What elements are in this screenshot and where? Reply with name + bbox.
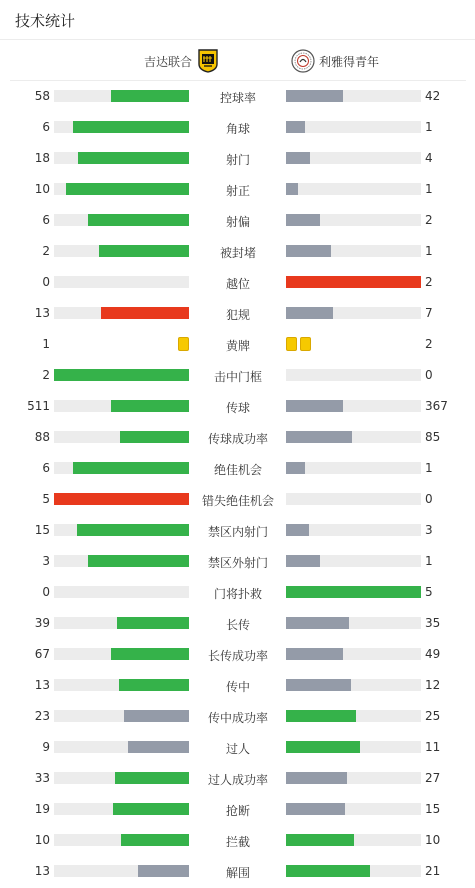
- away-bar-track: [286, 214, 421, 226]
- away-bar-track: [286, 865, 421, 877]
- away-bar: [286, 400, 343, 412]
- home-bar: [78, 152, 189, 164]
- stat-row: [0, 583, 475, 603]
- away-value: 1: [425, 244, 433, 258]
- yellow-card-icon: [178, 337, 189, 351]
- away-bar: [286, 679, 351, 691]
- home-bar: [121, 834, 189, 846]
- home-team[interactable]: [144, 49, 218, 73]
- away-bar-track: [286, 307, 421, 319]
- home-value: 10: [34, 182, 50, 196]
- home-bar-track: [54, 803, 189, 815]
- stat-label: 长传成功率: [207, 649, 268, 663]
- stat-label: 解围: [225, 866, 250, 880]
- stat-row: [0, 738, 475, 758]
- away-value: 367: [425, 399, 448, 413]
- home-bar: [77, 524, 189, 536]
- home-value: 13: [34, 864, 50, 878]
- header: [0, 0, 475, 40]
- stat-row: [0, 707, 475, 727]
- stat-label: 射正: [225, 184, 250, 198]
- away-bar-track: [286, 369, 421, 381]
- away-bar: [286, 90, 343, 102]
- away-value: 21: [425, 864, 441, 878]
- yellow-card-icon: [286, 337, 297, 351]
- stat-label: 射门: [225, 153, 250, 167]
- stat-label: 门将扑救: [213, 587, 262, 601]
- stat-row: [0, 118, 475, 138]
- home-value: 6: [42, 120, 50, 134]
- away-bar-track: [286, 555, 421, 567]
- home-bar: [88, 214, 189, 226]
- away-bar: [286, 834, 354, 846]
- home-bar: [88, 555, 189, 567]
- away-bar-track: [286, 741, 421, 753]
- stat-row: [0, 862, 475, 882]
- al-shabab-crest-icon: [291, 49, 315, 73]
- home-value: 2: [42, 244, 50, 258]
- away-value: 35: [425, 616, 441, 630]
- away-bar-track: [286, 524, 421, 536]
- home-bar-track: [54, 555, 189, 567]
- away-value: 1: [425, 120, 433, 134]
- home-bar: [113, 803, 189, 815]
- home-bar: [111, 648, 189, 660]
- away-value: 49: [425, 647, 441, 661]
- stat-label: 传球成功率: [207, 432, 268, 446]
- home-bar-track: [54, 214, 189, 226]
- home-bar-track: [54, 369, 189, 381]
- away-value: 11: [425, 740, 441, 754]
- home-bar-track: [54, 183, 189, 195]
- home-bar: [99, 245, 189, 257]
- away-bar: [286, 431, 352, 443]
- away-bar: [286, 307, 333, 319]
- home-bar-track: [54, 400, 189, 412]
- home-bar-track: [54, 307, 189, 319]
- stat-label: 过人: [225, 742, 250, 756]
- away-bar-track: [286, 90, 421, 102]
- home-value: 23: [34, 709, 50, 723]
- home-bar-track: [54, 462, 189, 474]
- ittihad-crest-icon: [198, 49, 218, 73]
- home-value: 13: [34, 306, 50, 320]
- home-bar-track: [54, 741, 189, 753]
- home-value: 9: [42, 740, 50, 754]
- home-bar: [66, 183, 189, 195]
- away-bar: [286, 586, 421, 598]
- home-value: 0: [42, 585, 50, 599]
- stat-label: 禁区内射门: [207, 525, 268, 539]
- home-value: 67: [34, 647, 50, 661]
- stat-row: [0, 428, 475, 448]
- away-cards: [286, 337, 311, 351]
- stat-label: 黄牌: [225, 339, 250, 353]
- away-value: 1: [425, 182, 433, 196]
- home-bar-track: [54, 90, 189, 102]
- stat-row: [0, 614, 475, 634]
- home-value: 88: [34, 430, 50, 444]
- home-value: 58: [34, 89, 50, 103]
- home-bar-track: [54, 772, 189, 784]
- home-bar: [111, 90, 189, 102]
- away-bar-track: [286, 710, 421, 722]
- home-bar-track: [54, 121, 189, 133]
- away-bar: [286, 555, 320, 567]
- page-title: 技术统计: [15, 12, 76, 30]
- away-value: 27: [425, 771, 441, 785]
- home-value: 15: [34, 523, 50, 537]
- away-value: 42: [425, 89, 441, 103]
- stat-row: [0, 397, 475, 417]
- home-bar: [128, 741, 189, 753]
- stat-label: 绝佳机会: [213, 463, 262, 477]
- stat-label: 犯规: [225, 308, 250, 322]
- away-bar: [286, 741, 360, 753]
- home-bar: [54, 493, 189, 505]
- home-cards: [178, 337, 189, 351]
- home-bar: [54, 369, 189, 381]
- away-value: 1: [425, 461, 433, 475]
- stat-row: [0, 490, 475, 510]
- home-bar: [119, 679, 189, 691]
- home-team-name: 吉达联合: [143, 54, 192, 69]
- away-bar: [286, 121, 305, 133]
- teams-header: [10, 41, 466, 81]
- home-bar: [73, 121, 189, 133]
- stat-label: 传中: [225, 680, 250, 694]
- away-bar-track: [286, 276, 421, 288]
- home-bar-track: [54, 586, 189, 598]
- home-bar-track: [54, 617, 189, 629]
- home-bar-track: [54, 648, 189, 660]
- away-bar-track: [286, 121, 421, 133]
- away-bar-track: [286, 400, 421, 412]
- away-bar-track: [286, 493, 421, 505]
- home-value: 19: [34, 802, 50, 816]
- stat-row: [0, 242, 475, 262]
- away-value: 10: [425, 833, 441, 847]
- home-bar: [124, 710, 189, 722]
- home-bar-track: [54, 524, 189, 536]
- home-value: 3: [42, 554, 50, 568]
- stat-label: 错失绝佳机会: [201, 494, 274, 508]
- home-value: 18: [34, 151, 50, 165]
- home-bar-track: [54, 152, 189, 164]
- home-bar-track: [54, 276, 189, 288]
- stat-row: [0, 335, 475, 355]
- home-bar-track: [54, 834, 189, 846]
- home-value: 13: [34, 678, 50, 692]
- home-value: 6: [42, 213, 50, 227]
- home-value: 33: [34, 771, 50, 785]
- stat-row: [0, 552, 475, 572]
- stat-row: [0, 769, 475, 789]
- stat-row: [0, 273, 475, 293]
- stat-label: 射偏: [225, 215, 250, 229]
- away-bar-track: [286, 245, 421, 257]
- home-bar-track: [54, 493, 189, 505]
- stat-row: [0, 521, 475, 541]
- stat-label: 抢断: [225, 804, 250, 818]
- home-bar: [120, 431, 189, 443]
- away-value: 1: [425, 554, 433, 568]
- away-bar-track: [286, 462, 421, 474]
- home-bar: [138, 865, 189, 877]
- home-bar: [73, 462, 189, 474]
- away-bar: [286, 462, 305, 474]
- stat-row: [0, 211, 475, 231]
- away-value: 3: [425, 523, 433, 537]
- home-bar: [115, 772, 189, 784]
- stat-label: 长传: [225, 618, 250, 632]
- home-value: 6: [42, 461, 50, 475]
- stat-label: 角球: [225, 122, 250, 136]
- away-value: 25: [425, 709, 441, 723]
- home-value: 511: [27, 399, 50, 413]
- stat-row: [0, 304, 475, 324]
- stat-label: 被封堵: [219, 246, 256, 260]
- away-bar: [286, 648, 343, 660]
- away-value: 2: [425, 213, 433, 227]
- away-bar-track: [286, 183, 421, 195]
- stat-row: [0, 366, 475, 386]
- stat-row: [0, 87, 475, 107]
- away-bar-track: [286, 648, 421, 660]
- yellow-card-icon: [300, 337, 311, 351]
- away-value: 5: [425, 585, 433, 599]
- stat-label: 传球: [225, 401, 250, 415]
- home-bar-track: [54, 679, 189, 691]
- away-team[interactable]: [291, 49, 379, 73]
- home-value: 1: [42, 337, 50, 351]
- away-bar: [286, 524, 309, 536]
- away-bar: [286, 617, 349, 629]
- stat-row: [0, 645, 475, 665]
- stat-label: 击中门框: [213, 370, 262, 384]
- stat-row: [0, 149, 475, 169]
- away-bar: [286, 772, 347, 784]
- away-value: 12: [425, 678, 441, 692]
- away-bar-track: [286, 679, 421, 691]
- away-value: 4: [425, 151, 433, 165]
- away-value: 0: [425, 492, 433, 506]
- home-value: 5: [42, 492, 50, 506]
- away-bar-track: [286, 803, 421, 815]
- stat-row: [0, 180, 475, 200]
- away-bar: [286, 710, 356, 722]
- home-bar: [111, 400, 189, 412]
- home-bar: [117, 617, 189, 629]
- home-value: 2: [42, 368, 50, 382]
- away-team-name: 利雅得青年: [319, 54, 380, 69]
- stat-label: 越位: [225, 277, 250, 291]
- away-value: 15: [425, 802, 441, 816]
- away-bar: [286, 214, 320, 226]
- stat-row: [0, 831, 475, 851]
- home-bar-track: [54, 865, 189, 877]
- away-bar-track: [286, 617, 421, 629]
- stat-label: 禁区外射门: [207, 556, 268, 570]
- stat-row: [0, 800, 475, 820]
- away-bar-track: [286, 431, 421, 443]
- home-value: 39: [34, 616, 50, 630]
- away-bar-track: [286, 586, 421, 598]
- away-bar-track: [286, 152, 421, 164]
- away-value: 0: [425, 368, 433, 382]
- stat-row: [0, 676, 475, 696]
- away-value: 2: [425, 337, 433, 351]
- home-bar: [101, 307, 189, 319]
- away-bar: [286, 276, 421, 288]
- stat-row: [0, 459, 475, 479]
- stat-label: 传中成功率: [207, 711, 268, 725]
- away-value: 85: [425, 430, 441, 444]
- away-bar: [286, 865, 370, 877]
- home-bar-track: [54, 710, 189, 722]
- home-bar-track: [54, 431, 189, 443]
- away-bar: [286, 803, 345, 815]
- home-bar-track: [54, 245, 189, 257]
- away-bar: [286, 152, 310, 164]
- away-value: 2: [425, 275, 433, 289]
- away-value: 7: [425, 306, 433, 320]
- home-value: 0: [42, 275, 50, 289]
- away-bar-track: [286, 772, 421, 784]
- away-bar: [286, 183, 298, 195]
- home-value: 10: [34, 833, 50, 847]
- away-bar: [286, 245, 331, 257]
- stat-label: 过人成功率: [207, 773, 268, 787]
- stat-label: 控球率: [219, 91, 256, 105]
- stat-label: 拦截: [225, 835, 250, 849]
- away-bar-track: [286, 834, 421, 846]
